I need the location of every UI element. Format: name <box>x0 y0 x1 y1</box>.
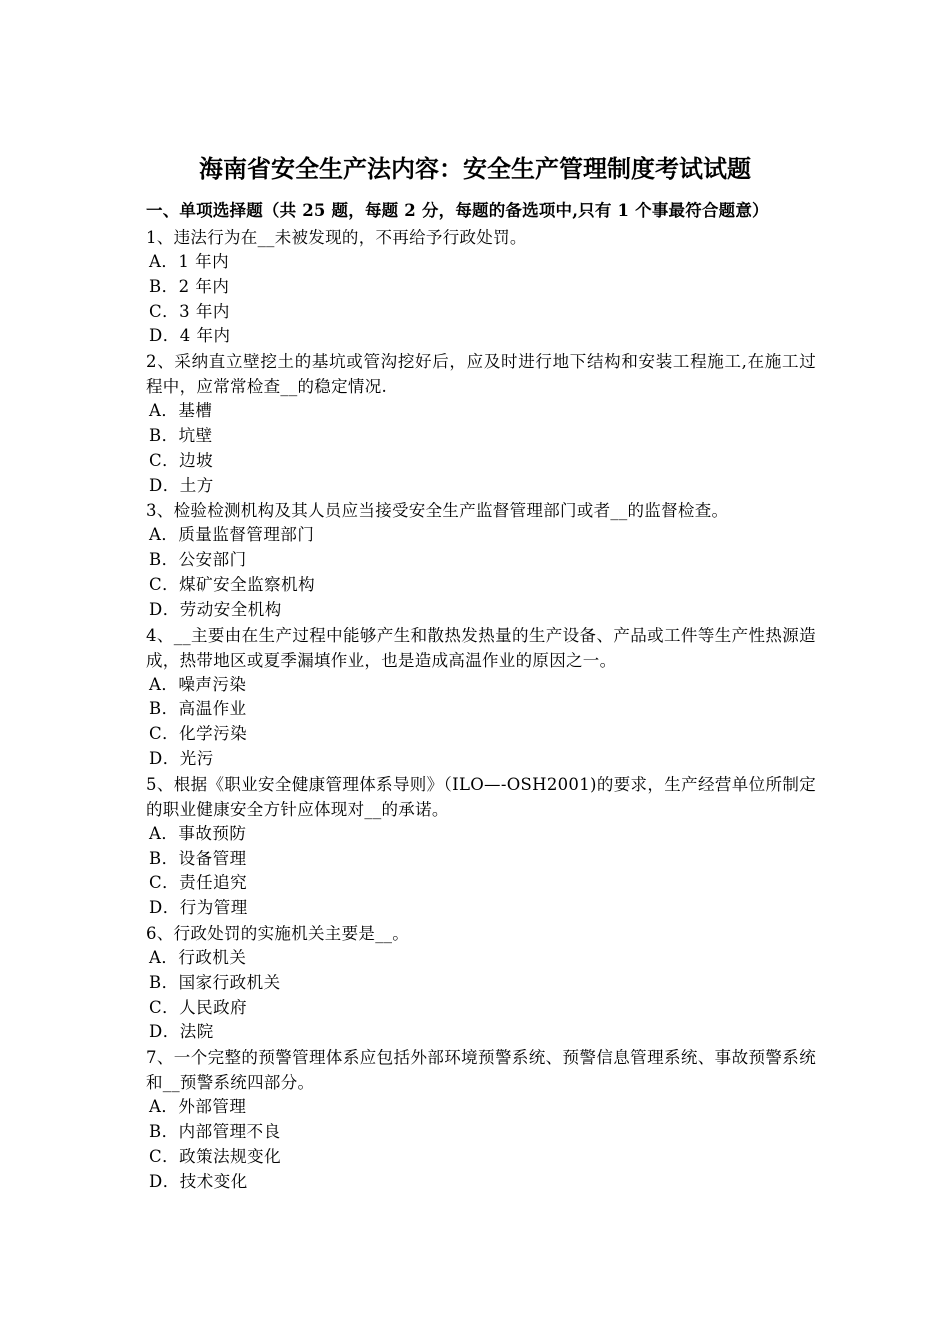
option-b: B．2 年内 <box>149 276 230 296</box>
option-a: A．噪声污染 <box>149 674 247 694</box>
option-d: D．4 年内 <box>149 326 231 346</box>
question-stem: 5、根据《职业安全健康管理体系导则》（ILO—-OSH2001)的要求，生产经营单位所制定的职业健康安全方针应体现对__的承诺。 <box>146 774 816 819</box>
document-title: 海南省安全生产法内容：安全生产管理制度考试试题 <box>199 154 751 183</box>
option-d: D．光污 <box>149 748 214 768</box>
question-1 <box>146 225 816 349</box>
question-stem: 2、采纳直立壁挖土的基坑或管沟挖好后，应及时进行地下结构和安装工程施工,在施工过程中，应常常检查__的稳定情况. <box>146 352 816 397</box>
option-c: C．政策法规变化 <box>149 1146 282 1166</box>
option-list <box>146 1095 816 1194</box>
option-list <box>146 399 816 498</box>
option-d: D．法院 <box>149 1022 214 1042</box>
question-stem: 1、违法行为在__未被发现的，不再给予行政处罚。 <box>146 228 527 247</box>
option-b: B．高温作业 <box>149 699 247 719</box>
option-d: D．土方 <box>149 475 214 495</box>
option-c: C．人民政府 <box>149 997 248 1017</box>
question-stem: 4、__主要由在生产过程中能够产生和散热发热量的生产设备、产品或工件等生产性热源造成，热带地区或夏季漏填作业，也是造成高温作业的原因之一。 <box>146 625 816 670</box>
option-a: A．质量监督管理部门 <box>149 525 315 545</box>
option-list <box>146 250 816 349</box>
option-a: A．事故预防 <box>149 823 247 843</box>
option-c: C．3 年内 <box>149 301 230 321</box>
option-list <box>146 673 816 772</box>
option-c: C．边坡 <box>149 450 214 470</box>
option-list <box>146 822 816 921</box>
option-c: C．煤矿安全监察机构 <box>149 574 316 594</box>
question-stem: 7、一个完整的预警管理体系应包括外部环境预警系统、预警信息管理系统、事故预警系统和__预警系统四部分。 <box>146 1048 816 1093</box>
option-b: B．设备管理 <box>149 848 247 868</box>
question-list <box>146 225 816 1194</box>
option-a: A．外部管理 <box>149 1097 247 1117</box>
question-5 <box>146 772 816 921</box>
option-b: B．内部管理不良 <box>149 1121 281 1141</box>
question-3 <box>146 498 816 622</box>
option-b: B．国家行政机关 <box>149 972 281 992</box>
question-7 <box>146 1045 816 1194</box>
option-d: D．技术变化 <box>149 1171 248 1191</box>
option-list <box>146 523 816 622</box>
question-2 <box>146 349 816 498</box>
option-c: C．责任追究 <box>149 873 248 893</box>
option-a: A．基槽 <box>149 401 213 421</box>
section-heading: 一、单项选择题（共 25 题，每题 2 分，每题的备选项中,只有 1 个事最符合题意） <box>146 201 769 220</box>
option-a: A．行政机关 <box>149 947 247 967</box>
document-body <box>146 198 816 1194</box>
option-a: A．1 年内 <box>149 252 230 271</box>
option-b: B．坑壁 <box>149 425 213 445</box>
option-d: D．行为管理 <box>149 898 248 918</box>
option-list <box>146 946 816 1045</box>
option-c: C．化学污染 <box>149 724 248 744</box>
question-6 <box>146 921 816 1045</box>
question-4 <box>146 623 816 772</box>
option-b: B．公安部门 <box>149 550 247 570</box>
option-d: D．劳动安全机构 <box>149 599 282 619</box>
question-stem: 6、行政处罚的实施机关主要是__。 <box>146 923 410 943</box>
question-stem: 3、检验检测机构及其人员应当接受安全生产监督管理部门或者__的监督检查。 <box>146 501 729 521</box>
